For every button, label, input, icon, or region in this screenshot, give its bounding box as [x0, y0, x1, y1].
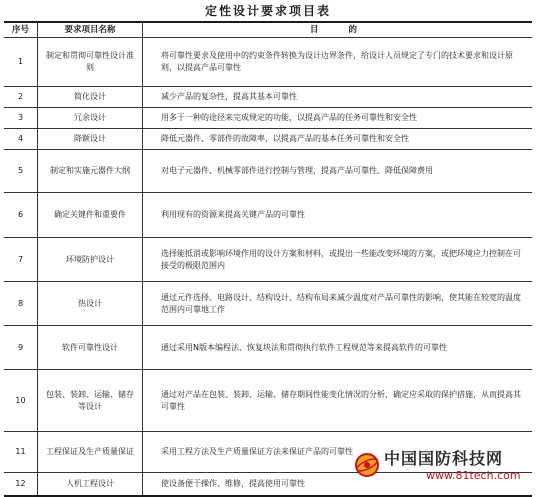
row-no: 6	[4, 193, 38, 237]
row-purpose: 减少产品的复杂性，提高其基本可靠性	[161, 92, 297, 101]
row-purpose: 采用工程方法及生产质量保证方法来保证产品的可靠性	[161, 447, 353, 456]
table-row	[4, 238, 532, 282]
row-purpose: 通过采用N版本编程法、恢复块法和贯彻执行软件工程规范等来提高软件的可靠性	[161, 342, 447, 352]
table-row	[4, 87, 532, 108]
row-purpose: 通过对产品在包装、装卸、运输、储存期间性能变化情况的分析，确定应采取的保护措施，从而提高其可靠性	[161, 389, 521, 411]
row-name: 人机工程设计	[38, 473, 143, 495]
table-row	[4, 38, 532, 87]
table-row	[4, 282, 532, 326]
row-name: 制定和贯彻可靠性设计准则	[38, 38, 143, 86]
table-row	[4, 129, 532, 150]
row-name: 确定关键件和重要件	[38, 193, 143, 237]
row-name: 环境防护设计	[38, 238, 143, 281]
requirements-table	[4, 21, 532, 497]
row-name: 制定和实施元器件大纲	[38, 150, 143, 192]
watermark-url: www.81tech.com	[426, 469, 521, 482]
row-purpose: 用多于一种的途径来完成规定的功能，以提高产品的任务可靠性和安全性	[161, 113, 417, 122]
row-name: 冗余设计	[38, 108, 143, 128]
row-name: 降额设计	[38, 129, 143, 149]
row-name: 包装、装卸、运输、储存等设计	[38, 370, 143, 431]
row-no: 2	[4, 87, 38, 107]
row-purpose: 通过元件选择、电路设计、结构设计、结构布局来减少温度对产品可靠性的影响，使其能在较宽的温度范围内可靠地工作	[161, 292, 521, 314]
header-name: 要求项目名称	[38, 23, 143, 37]
row-no: 5	[4, 150, 38, 192]
row-purpose: 使设备便于操作、维修，提高使用可靠性	[161, 479, 305, 488]
row-no: 8	[4, 282, 38, 325]
row-purpose: 选择能抵消或影响环境作用的设计方案和材料，或提出一些能改变环境的方案，或把环境应力控制在可接受的极限范围内	[161, 248, 521, 270]
row-purpose: 降低元器件、零部件的故障率，以提高产品的基本任务可靠性和安全性	[161, 134, 409, 143]
table-row	[4, 150, 532, 193]
header-purpose: 目的	[309, 25, 387, 35]
row-no: 9	[4, 326, 38, 369]
row-name: 工程保证及生产质量保证	[38, 432, 143, 472]
row-no: 11	[4, 432, 38, 472]
row-no: 7	[4, 238, 38, 281]
row-name: 简化设计	[38, 87, 143, 107]
watermark-site-name: 中国国防科技网	[384, 449, 504, 468]
globe-logo-icon	[354, 452, 380, 478]
row-name: 软件可靠性设计	[38, 326, 143, 369]
row-no: 3	[4, 108, 38, 128]
table-row	[4, 326, 532, 370]
table-row	[4, 370, 532, 432]
row-purpose: 利用现有的资源来提高关键产品的可靠性	[161, 210, 305, 219]
table-row	[4, 193, 532, 238]
site-watermark	[354, 446, 530, 486]
row-no: 1	[4, 38, 38, 86]
table-title: 定性设计要求项目表	[204, 4, 331, 18]
row-purpose: 将可靠性要求及使用中的约束条件转换为设计边界条件，给设计人员规定了专门的技术要求和设计原则，以提高产品可靠性	[161, 51, 513, 72]
row-no: 4	[4, 129, 38, 149]
header-no: 序号	[4, 23, 38, 37]
table-row	[4, 108, 532, 129]
row-no: 10	[4, 370, 38, 431]
row-name: 热设计	[38, 282, 143, 325]
row-purpose: 对电子元器件、机械零部件进行控制与管理，提高产品可靠性、降低保障费用	[161, 166, 433, 175]
row-no: 12	[4, 473, 38, 495]
table-header-row	[4, 23, 532, 38]
